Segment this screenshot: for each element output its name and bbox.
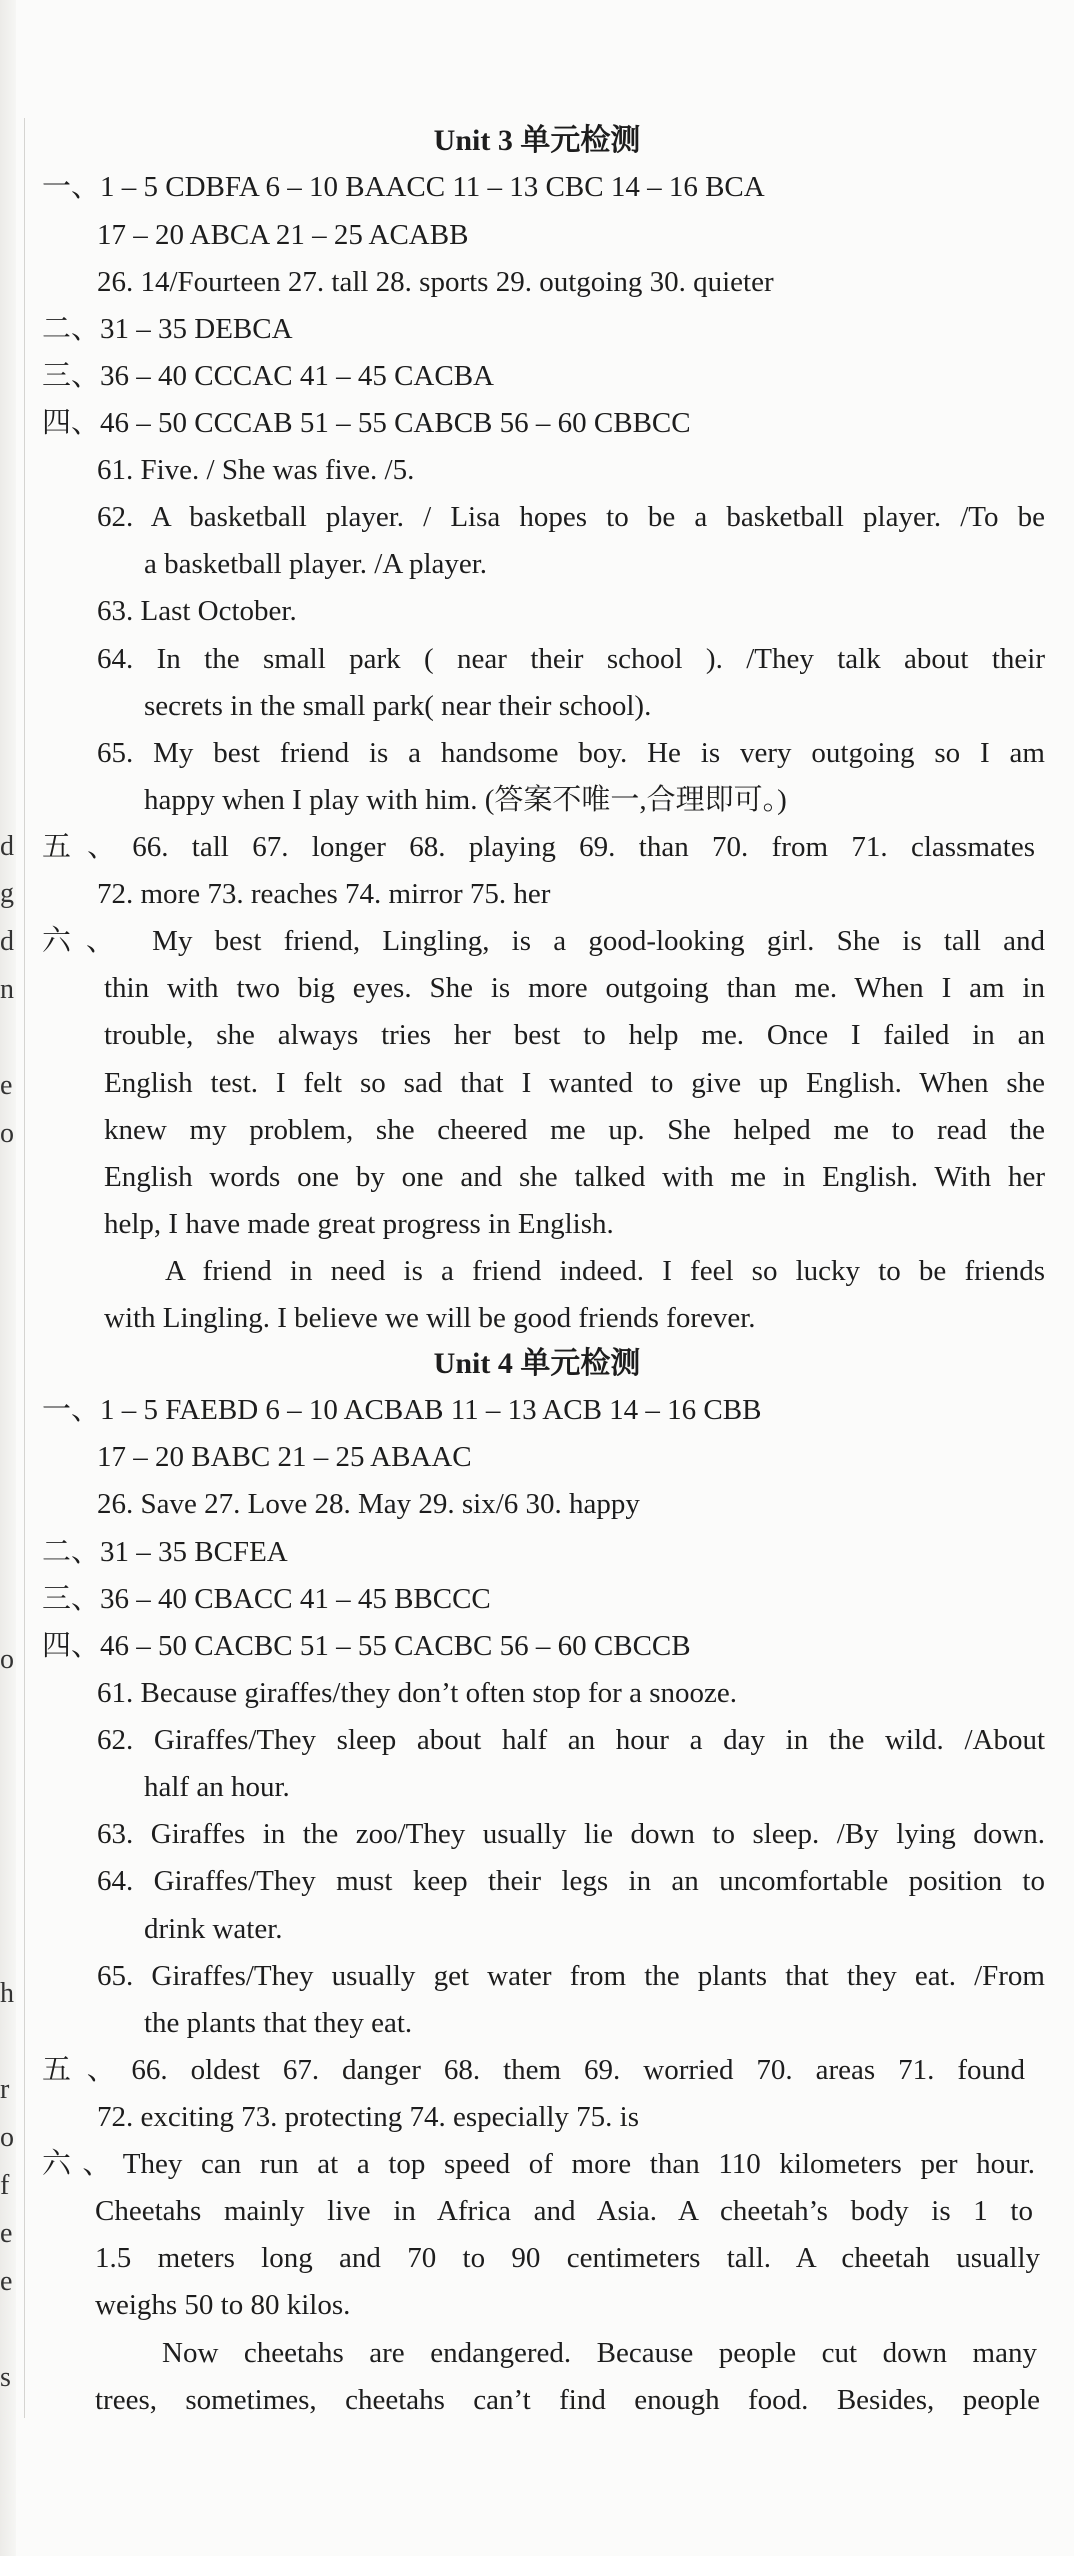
- left-fragment: e: [0, 2268, 13, 2296]
- unit4-essay-line: 1.5 meters long and 70 to 90 centimeters tall. A cheetah usually: [95, 2242, 1040, 2274]
- unit4-essay-line: Now cheetahs are endangered. Because people cut down many: [162, 2337, 1037, 2369]
- unit3-essay-line: English words one by one and she talked with me in English. With her: [104, 1161, 1045, 1193]
- unit4-answer-65: 65. Giraffes/They usually get water from the plants that they eat. /From: [97, 1960, 1045, 1992]
- unit3-answer-61: 61. Five. / She was five. /5.: [97, 454, 415, 486]
- unit4-part1-line: 17 – 20 BABC 21 – 25 ABAAC: [97, 1441, 472, 1473]
- left-fragment: h: [0, 1980, 14, 2008]
- unit4-essay-line: 六、They can run at a top speed of more than 110 kilometers per hour.: [42, 2148, 1035, 2180]
- unit3-part1-line: 一、1 – 5 CDBFA 6 – 10 BAACC 11 – 13 CBC 14 – 16 BCA: [42, 171, 765, 203]
- unit3-essay-line: help, I have made great progress in English.: [104, 1208, 614, 1240]
- unit4-part2-line: 二、31 – 35 BCFEA: [42, 1536, 288, 1568]
- unit3-essay-line: thin with two big eyes. She is more outgoing than me. When I am in: [104, 972, 1045, 1004]
- left-fragment: o: [0, 2124, 14, 2152]
- unit3-essay-line: 六、 My best friend, Lingling, is a good-looking girl. She is tall and: [42, 925, 1045, 957]
- unit3-essay-line: A friend in need is a friend indeed. I feel so lucky to be friends: [165, 1255, 1045, 1287]
- left-fragment: e: [0, 1072, 13, 1100]
- unit3-answer-64: 64. In the small park ( near their school ). /They talk about their: [97, 643, 1045, 675]
- unit3-part1-line: 17 – 20 ABCA 21 – 25 ACABB: [97, 219, 469, 251]
- unit4-answer-65-cont: the plants that they eat.: [144, 2007, 413, 2039]
- unit4-answer-63: 63. Giraffes in the zoo/They usually lie down to sleep. /By lying down.: [97, 1818, 1045, 1850]
- unit4-answer-61: 61. Because giraffes/they don’t often stop for a snooze.: [97, 1677, 737, 1709]
- unit4-part1-line: 一、1 – 5 FAEBD 6 – 10 ACBAB 11 – 13 ACB 14 – 16 CBB: [42, 1394, 762, 1426]
- left-fragment: f: [0, 2172, 10, 2200]
- left-fragment: d: [0, 928, 14, 956]
- left-fragment: o: [0, 1646, 14, 1674]
- unit4-part1-line: 26. Save 27. Love 28. May 29. six/6 30. happy: [97, 1488, 640, 1520]
- unit3-part5-line: 72. more 73. reaches 74. mirror 75. her: [97, 878, 551, 910]
- unit3-part5-line: 五、66. tall 67. longer 68. playing 69. than 70. from 71. classmates: [42, 831, 1035, 863]
- unit3-answer-64-cont: secrets in the small park( near their school).: [144, 690, 652, 722]
- left-fragment: g: [0, 880, 14, 908]
- unit4-answer-62: 62. Giraffes/They sleep about half an hour a day in the wild. /About: [97, 1724, 1045, 1756]
- unit3-part2-line: 二、31 – 35 DEBCA: [42, 313, 293, 345]
- unit4-title: Unit 4 单元检测: [433, 1347, 641, 1380]
- unit4-part5-line: 72. exciting 73. protecting 74. especially 75. is: [97, 2101, 640, 2133]
- unit4-answer-64-cont: drink water.: [144, 1913, 283, 1945]
- unit3-answer-65: 65. My best friend is a handsome boy. He is very outgoing so I am: [97, 737, 1045, 769]
- unit3-part1-line: 26. 14/Fourteen 27. tall 28. sports 29. outgoing 30. quieter: [97, 266, 774, 298]
- left-fragment: r: [0, 2076, 10, 2104]
- unit4-answer-64: 64. Giraffes/They must keep their legs in an uncomfortable position to: [97, 1865, 1045, 1897]
- unit4-essay-line: trees, sometimes, cheetahs can’t find enough food. Besides, people: [95, 2384, 1040, 2416]
- unit3-answer-62-cont: a basketball player. /A player.: [144, 548, 488, 580]
- unit3-title: Unit 3 单元检测: [433, 124, 641, 157]
- unit3-part3-line: 三、36 – 40 CCCAC 41 – 45 CACBA: [42, 360, 494, 392]
- unit4-answer-62-cont: half an hour.: [144, 1771, 290, 1803]
- unit3-part4-line: 四、46 – 50 CCCAB 51 – 55 CABCB 56 – 60 CBBCC: [42, 407, 691, 439]
- unit4-part3-line: 三、36 – 40 CBACC 41 – 45 BBCCC: [42, 1583, 491, 1615]
- unit4-part4-line: 四、46 – 50 CACBC 51 – 55 CACBC 56 – 60 CBCCB: [42, 1630, 691, 1662]
- unit3-essay-line: knew my problem, she cheered me up. She helped me to read the: [104, 1114, 1045, 1146]
- unit3-essay-line: English test. I felt so sad that I wanted to give up English. When she: [104, 1067, 1045, 1099]
- left-fragment: e: [0, 2220, 13, 2248]
- left-fragment: s: [0, 2364, 11, 2392]
- unit3-answer-63: 63. Last October.: [97, 595, 297, 627]
- unit3-essay-line: trouble, she always tries her best to help me. Once I failed in an: [104, 1019, 1045, 1051]
- left-fragment: n: [0, 976, 14, 1004]
- unit3-answer-62: 62. A basketball player. / Lisa hopes to be a basketball player. /To be: [97, 501, 1045, 533]
- unit4-part5-line: 五、66. oldest 67. danger 68. them 69. worried 70. areas 71. found: [42, 2054, 1025, 2086]
- unit4-essay-line: Cheetahs mainly live in Africa and Asia. A cheetah’s body is 1 to: [95, 2195, 1033, 2227]
- left-fragment: d: [0, 833, 14, 861]
- left-fragment: o: [0, 1120, 14, 1148]
- unit3-essay-line: with Lingling. I believe we will be good friends forever.: [104, 1302, 756, 1334]
- unit4-essay-line: weighs 50 to 80 kilos.: [95, 2289, 351, 2321]
- unit3-answer-65-cont: happy when I play with him. (答案不唯一,合理即可。): [144, 784, 787, 816]
